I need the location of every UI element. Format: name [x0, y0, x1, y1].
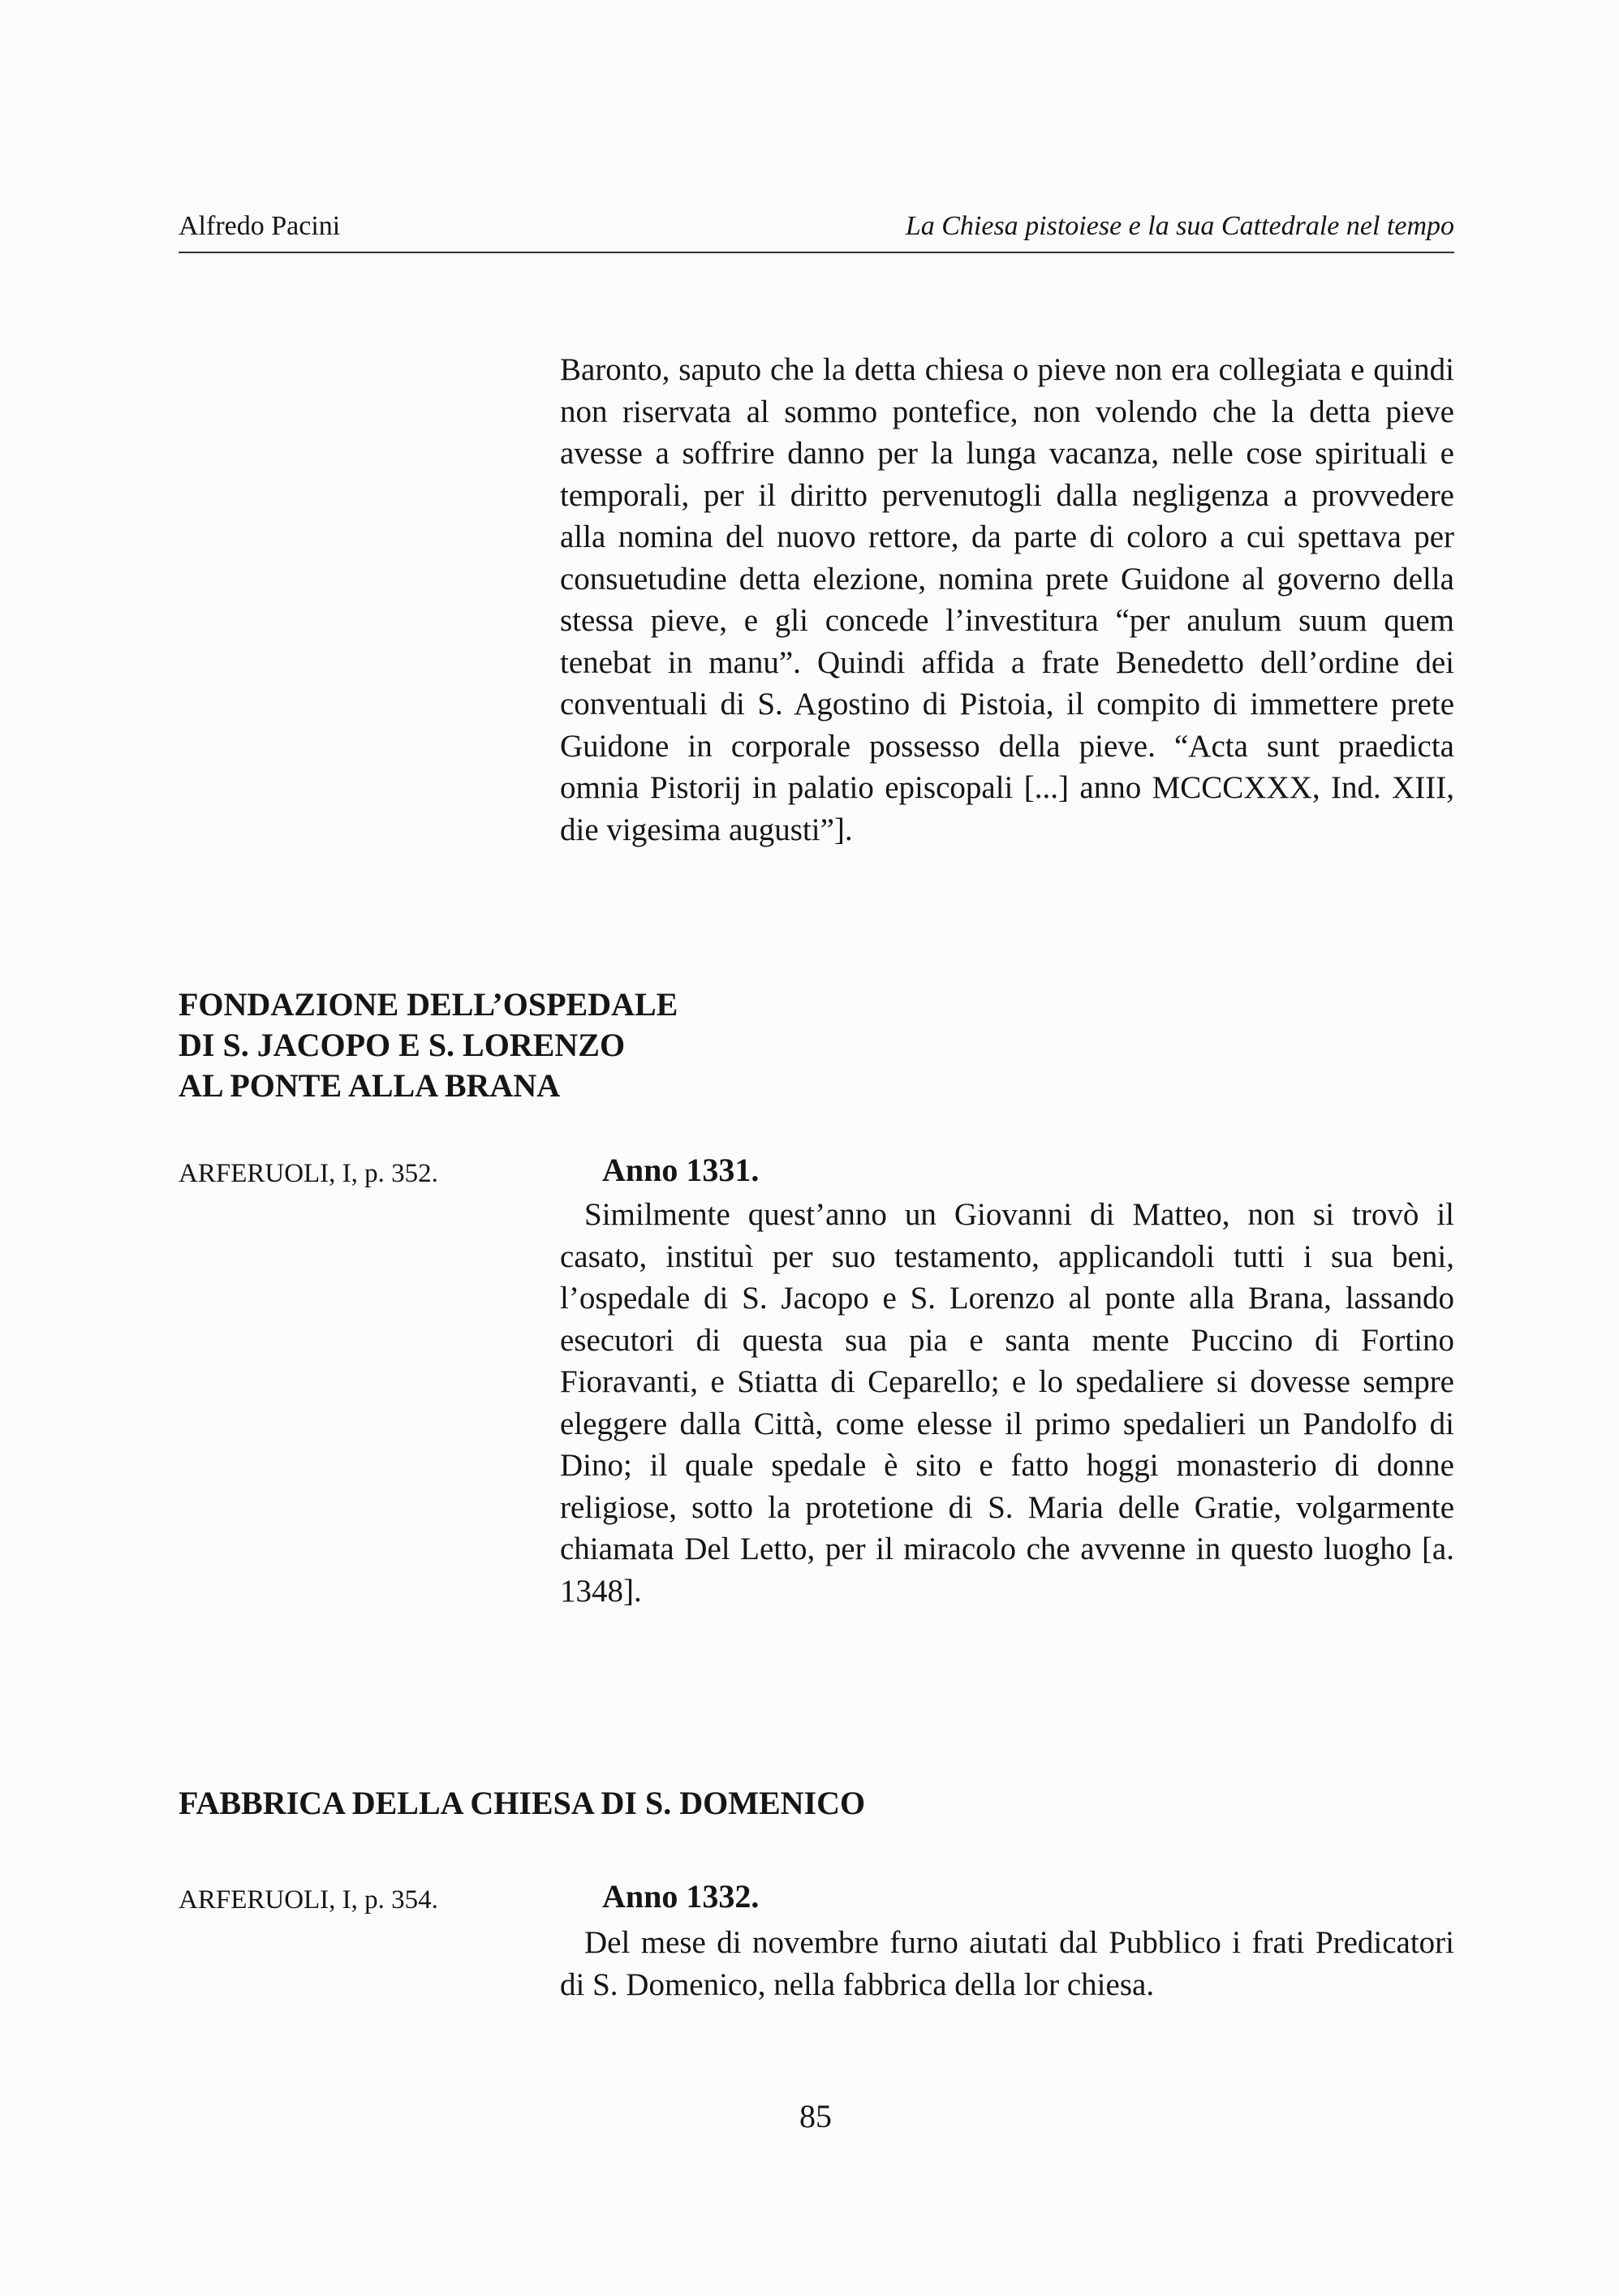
section-text: Del mese di novembre furno aiutati dal Pubblico i frati Predicatori di S. Domenico, nella fabbrica della lor chiesa. — [560, 1925, 1454, 2002]
year-heading: Anno 1332. — [602, 1878, 760, 1915]
running-header — [179, 211, 1454, 253]
header-book-title: La Chiesa pistoiese e la sua Cattedrale nel tempo — [905, 211, 1454, 241]
continuation-paragraph — [560, 349, 1454, 851]
section-title-san-domenico — [179, 1783, 1396, 1824]
section-title-line: DI S. JACOPO E S. LORENZO — [179, 1027, 626, 1063]
source-reference: ARFERUOLI, I, p. 354. — [179, 1885, 438, 1915]
year-heading: Anno 1331. — [602, 1152, 760, 1188]
section-title-line: FONDAZIONE DELL’OSPEDALE — [179, 986, 678, 1023]
section-paragraph-san-domenico — [560, 1922, 1454, 2005]
page-number: 85 — [799, 2098, 832, 2134]
continuation-text: Baronto, saputo che la detta chiesa o pieve non era collegiata e quindi non riservata al sommo pontefice, non volendo che la detta pieve avesse a soffrire danno per la lunga vacanza, nelle cose spirituali e temporali, per il diritto pervenutogli dalla negligenza a provvedere alla nomina del nuovo rettore, da parte di coloro a cui spettava per consuetudine detta elezione, nomina prete Guidone al governo della stessa pieve, e gli concede l’investitura “per anulum suum quem tenebat in manu”. Quindi affida a frate Benedetto dell’ordine dei conventuali di S. Agostino di Pistoia, il compito di immettere prete Guidone in corporale possesso della pieve. “Acta sunt praedicta omnia Pistorij in palatio episcopali [...] anno MCCCXXX, Ind. XIII, die vigesima augusti”]. — [560, 352, 1454, 847]
source-reference: ARFERUOLI, I, p. 352. — [179, 1159, 438, 1188]
section-title-line: AL PONTE ALLA BRANA — [179, 1067, 561, 1104]
section-title-line: FABBRICA DELLA CHIESA DI S. DOMENICO — [179, 1785, 866, 1821]
header-author: Alfredo Pacini — [179, 211, 341, 241]
section-paragraph-ospedale — [560, 1194, 1454, 1612]
section-text: Similmente quest’anno un Giovanni di Matteo, non si trovò il casato, instituì per suo testamento, applicandoli tutti i sua beni, l’ospedale di S. Jacopo e S. Lorenzo al ponte alla Brana, lassando esecutori di questa sua pia e santa mente Puccino di Fortino Fioravanti, e Stiatta di Ceparello; e lo spedaliere si dovesse sempre eleggere dalla Città, come elesse il primo spedalieri un Pandolfo di Dino; il quale spedale è sito e fatto hoggi monasterio di donne religiose, sotto la protetione di S. Maria delle Gratie, volgarmente chiamata Del Letto, per il miracolo che avvenne in questo luogho [a. 1348]. — [560, 1197, 1454, 1609]
section-title-ospedale — [179, 984, 1396, 1106]
